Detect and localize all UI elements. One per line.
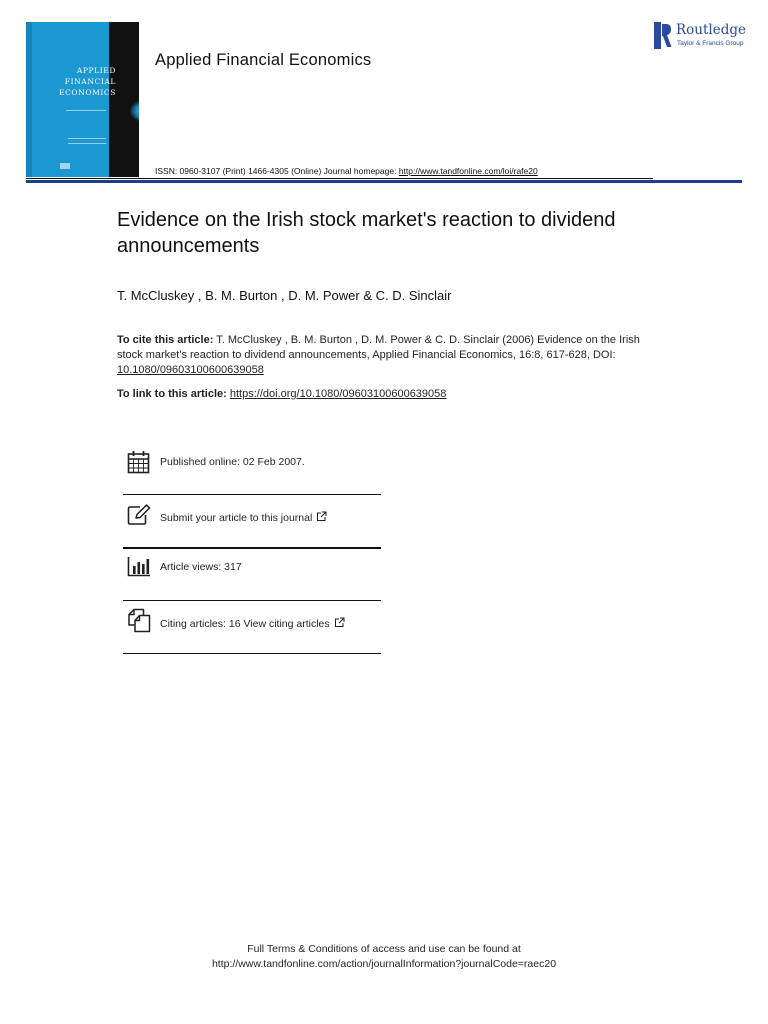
- header-thin-rule: [26, 178, 653, 179]
- cover-decoration-line: [66, 110, 106, 111]
- article-title: Evidence on the Irish stock market's reaction to dividend announcements: [117, 209, 616, 257]
- submit-article-label: Submit your article to this journal: [160, 512, 313, 524]
- link-label: To link to this article:: [117, 388, 230, 400]
- views-row: [123, 555, 381, 579]
- cover-title-line: ECONOMICS: [59, 88, 116, 97]
- info-divider: [123, 494, 381, 495]
- cover-title-line: FINANCIAL: [64, 77, 116, 86]
- external-link-icon: [316, 511, 327, 522]
- cover-decoration-line: [68, 143, 106, 144]
- journal-cover-image: [26, 22, 139, 177]
- submit-row[interactable]: [123, 503, 381, 527]
- citing-row[interactable]: [123, 608, 381, 634]
- calendar-icon: [127, 450, 150, 474]
- cover-publisher-mark: [60, 163, 70, 169]
- published-row: [123, 450, 381, 474]
- cite-label: To cite this article:: [117, 334, 214, 346]
- footer-terms: [0, 942, 768, 972]
- routledge-logo-icon: [654, 22, 672, 49]
- edit-icon: [127, 504, 151, 526]
- issn-text: ISSN: 0960-3107 (Print) 1466-4305 (Online) Journal homepage:: [155, 166, 399, 176]
- journal-name: Applied Financial Economics: [155, 51, 372, 69]
- info-divider: [123, 547, 381, 549]
- cover-dark-band: [109, 22, 139, 177]
- journal-homepage-link[interactable]: http://www.tandfonline.com/loi/rafe20: [398, 166, 538, 176]
- cite-text: T. McCluskey , B. M. Burton , D. M. Power & C. D. Sinclair (2006) Evidence on the Irish stock market's reaction to dividend announcements, Applied Financial Economics, 16:8, 617-628, DOI:: [117, 334, 640, 361]
- cite-doi-link[interactable]: 10.1080/09603100600639058: [117, 364, 264, 376]
- article-authors: T. McCluskey , B. M. Burton , D. M. Power & C. D. Sinclair: [117, 288, 452, 303]
- citing-articles-link[interactable]: [160, 617, 345, 630]
- publisher-group: Taylor & Francis Group: [677, 40, 744, 47]
- article-link-line: [117, 388, 446, 400]
- publisher-name: Routledge: [676, 22, 746, 38]
- article-views: Article views: 317: [160, 561, 242, 573]
- cover-title: [44, 65, 116, 98]
- header-thick-rule: [26, 180, 742, 183]
- citing-articles-label: Citing articles: 16 View citing articles: [160, 618, 330, 630]
- citing-documents-icon: [127, 608, 151, 633]
- external-link-icon: [334, 617, 345, 628]
- info-divider: [123, 600, 381, 601]
- info-divider: [123, 653, 381, 654]
- citation-block: [117, 333, 657, 378]
- article-doi-link[interactable]: https://doi.org/10.1080/09603100600639058: [229, 388, 447, 400]
- submit-article-link[interactable]: [160, 511, 327, 524]
- footer-terms-link[interactable]: http://www.tandfonline.com/action/journalInformation?journalCode=raec20: [211, 958, 557, 970]
- bar-chart-icon: [127, 556, 151, 577]
- cover-title-line: APPLIED: [76, 66, 116, 75]
- footer-line: Full Terms & Conditions of access and use can be found at: [247, 943, 521, 955]
- published-date: Published online: 02 Feb 2007.: [160, 456, 305, 468]
- cover-decoration-line: [68, 138, 106, 139]
- issn-line: [155, 166, 538, 176]
- cover-spine: [26, 22, 32, 177]
